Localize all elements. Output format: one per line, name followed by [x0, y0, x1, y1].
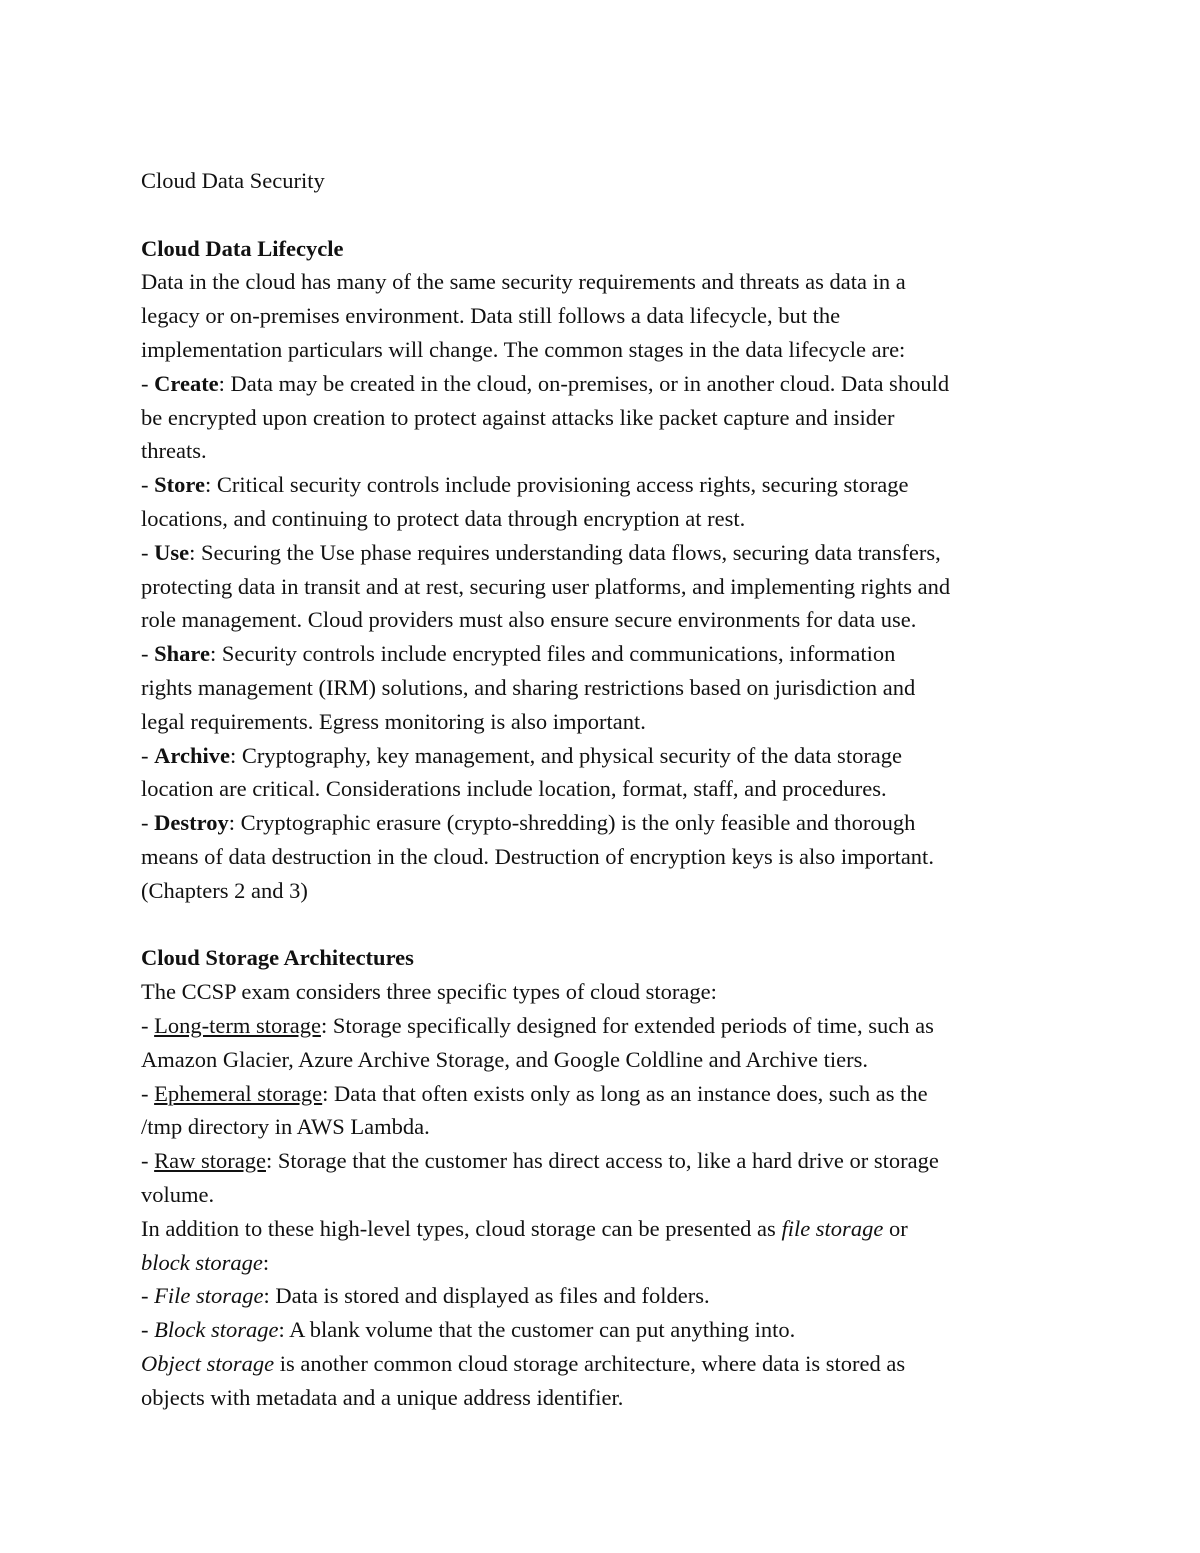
text-run: is another common cloud storage architecture, where data is stored as — [274, 1350, 906, 1376]
text-run: : — [262, 1249, 270, 1275]
list-item-create — [141, 367, 1071, 401]
stage-text: : Securing the Use phase requires understanding data flows, securing data transfers, — [189, 539, 941, 565]
list-item-continuation: volume. — [141, 1181, 215, 1207]
paragraph-line — [141, 1347, 1071, 1381]
italic-term: file storage — [781, 1215, 884, 1241]
stage-term: Archive — [154, 742, 230, 768]
bullet-dash: - — [141, 1148, 155, 1174]
list-item-long-term-storage — [141, 1009, 1071, 1043]
chapter-reference: (Chapters 2 and 3) — [141, 877, 308, 903]
list-item-use — [141, 536, 1071, 570]
paragraph-line: Data in the cloud has many of the same security requirements and threats as data in a — [141, 269, 906, 295]
stage-term: Destroy — [154, 810, 229, 836]
list-item-share — [141, 637, 1071, 671]
bullet-dash: - — [141, 742, 155, 768]
document-page — [141, 164, 1071, 1414]
list-item-block-storage — [141, 1313, 1071, 1347]
stage-text: : Data may be created in the cloud, on-premises, or in another cloud. Data should — [218, 370, 950, 396]
list-item-continuation: rights management (IRM) solutions, and sharing restrictions based on jurisdiction and — [141, 674, 916, 700]
storage-text: : Storage specifically designed for extended periods of time, such as — [320, 1012, 934, 1038]
text-run: In addition to these high-level types, cloud storage can be presented as — [141, 1215, 782, 1241]
bullet-dash: - — [141, 641, 155, 667]
list-item-continuation: location are critical. Considerations include location, format, staff, and procedures. — [141, 776, 887, 802]
paragraph-line: implementation particulars will change. The common stages in the data lifecycle are: — [141, 336, 906, 362]
stage-text: : Security controls include encrypted files and communications, information — [209, 641, 896, 667]
storage-term: Long-term storage — [154, 1012, 321, 1038]
stage-text: : Critical security controls include provisioning access rights, securing storage — [204, 472, 909, 498]
storage-text: : Storage that the customer has direct access to, like a hard drive or storage — [265, 1148, 939, 1174]
paragraph-line: legacy or on-premises environment. Data still follows a data lifecycle, but the — [141, 303, 841, 329]
list-item-raw-storage — [141, 1144, 1071, 1178]
list-item-destroy — [141, 806, 1071, 840]
italic-term: Block storage — [154, 1317, 279, 1343]
list-item-continuation: be encrypted upon creation to protect against attacks like packet capture and insider — [141, 404, 895, 430]
storage-term: Raw storage — [154, 1148, 266, 1174]
storage-text: : Data that often exists only as long as an instance does, such as the — [322, 1080, 928, 1106]
stage-term: Use — [154, 539, 190, 565]
paragraph-line: The CCSP exam considers three specific types of cloud storage: — [141, 979, 717, 1005]
italic-term: Object storage — [141, 1350, 275, 1376]
bullet-dash: - — [141, 370, 155, 396]
storage-text: : Data is stored and displayed as files and folders. — [263, 1283, 710, 1309]
italic-term: File storage — [154, 1283, 264, 1309]
spacer — [141, 198, 1071, 232]
paragraph-line — [141, 1246, 1071, 1280]
document-title: Cloud Data Security — [141, 168, 325, 193]
bullet-dash: - — [141, 472, 155, 498]
paragraph-line — [141, 1212, 1071, 1246]
storage-term: Ephemeral storage — [154, 1080, 323, 1106]
bullet-dash: - — [141, 539, 155, 565]
spacer — [141, 908, 1071, 942]
list-item-continuation: means of data destruction in the cloud. Destruction of encryption keys is also important. — [141, 843, 934, 869]
bullet-dash: - — [141, 1012, 155, 1038]
italic-term: block storage — [141, 1249, 263, 1275]
list-item-continuation: legal requirements. Egress monitoring is also important. — [141, 708, 646, 734]
stage-term: Create — [154, 370, 219, 396]
list-item-archive — [141, 739, 1071, 773]
list-item-ephemeral-storage — [141, 1077, 1071, 1111]
list-item-store — [141, 468, 1071, 502]
stage-text: : Cryptographic erasure (crypto-shredding) is the only feasible and thorough — [228, 810, 916, 836]
bullet-dash: - — [141, 1317, 155, 1343]
paragraph-line: objects with metadata and a unique address identifier. — [141, 1384, 624, 1410]
list-item-continuation: /tmp directory in AWS Lambda. — [141, 1114, 430, 1140]
list-item-continuation: role management. Cloud providers must also ensure secure environments for data use. — [141, 607, 917, 633]
text-run: or — [883, 1215, 908, 1241]
storage-text: : A blank volume that the customer can put anything into. — [278, 1317, 796, 1343]
bullet-dash: - — [141, 810, 155, 836]
list-item-continuation: threats. — [141, 438, 207, 464]
stage-term: Store — [154, 472, 205, 498]
list-item-continuation: locations, and continuing to protect data through encryption at rest. — [141, 505, 746, 531]
bullet-dash: - — [141, 1080, 155, 1106]
list-item-continuation: Amazon Glacier, Azure Archive Storage, and Google Coldline and Archive tiers. — [141, 1046, 868, 1072]
stage-text: : Cryptography, key management, and physical security of the data storage — [229, 742, 903, 768]
section-heading-storage: Cloud Storage Architectures — [141, 945, 414, 971]
section-heading-lifecycle: Cloud Data Lifecycle — [141, 235, 344, 261]
list-item-file-storage — [141, 1279, 1071, 1313]
stage-term: Share — [154, 641, 210, 667]
list-item-continuation: protecting data in transit and at rest, securing user platforms, and implementing rights and — [141, 573, 951, 599]
bullet-dash: - — [141, 1283, 155, 1309]
